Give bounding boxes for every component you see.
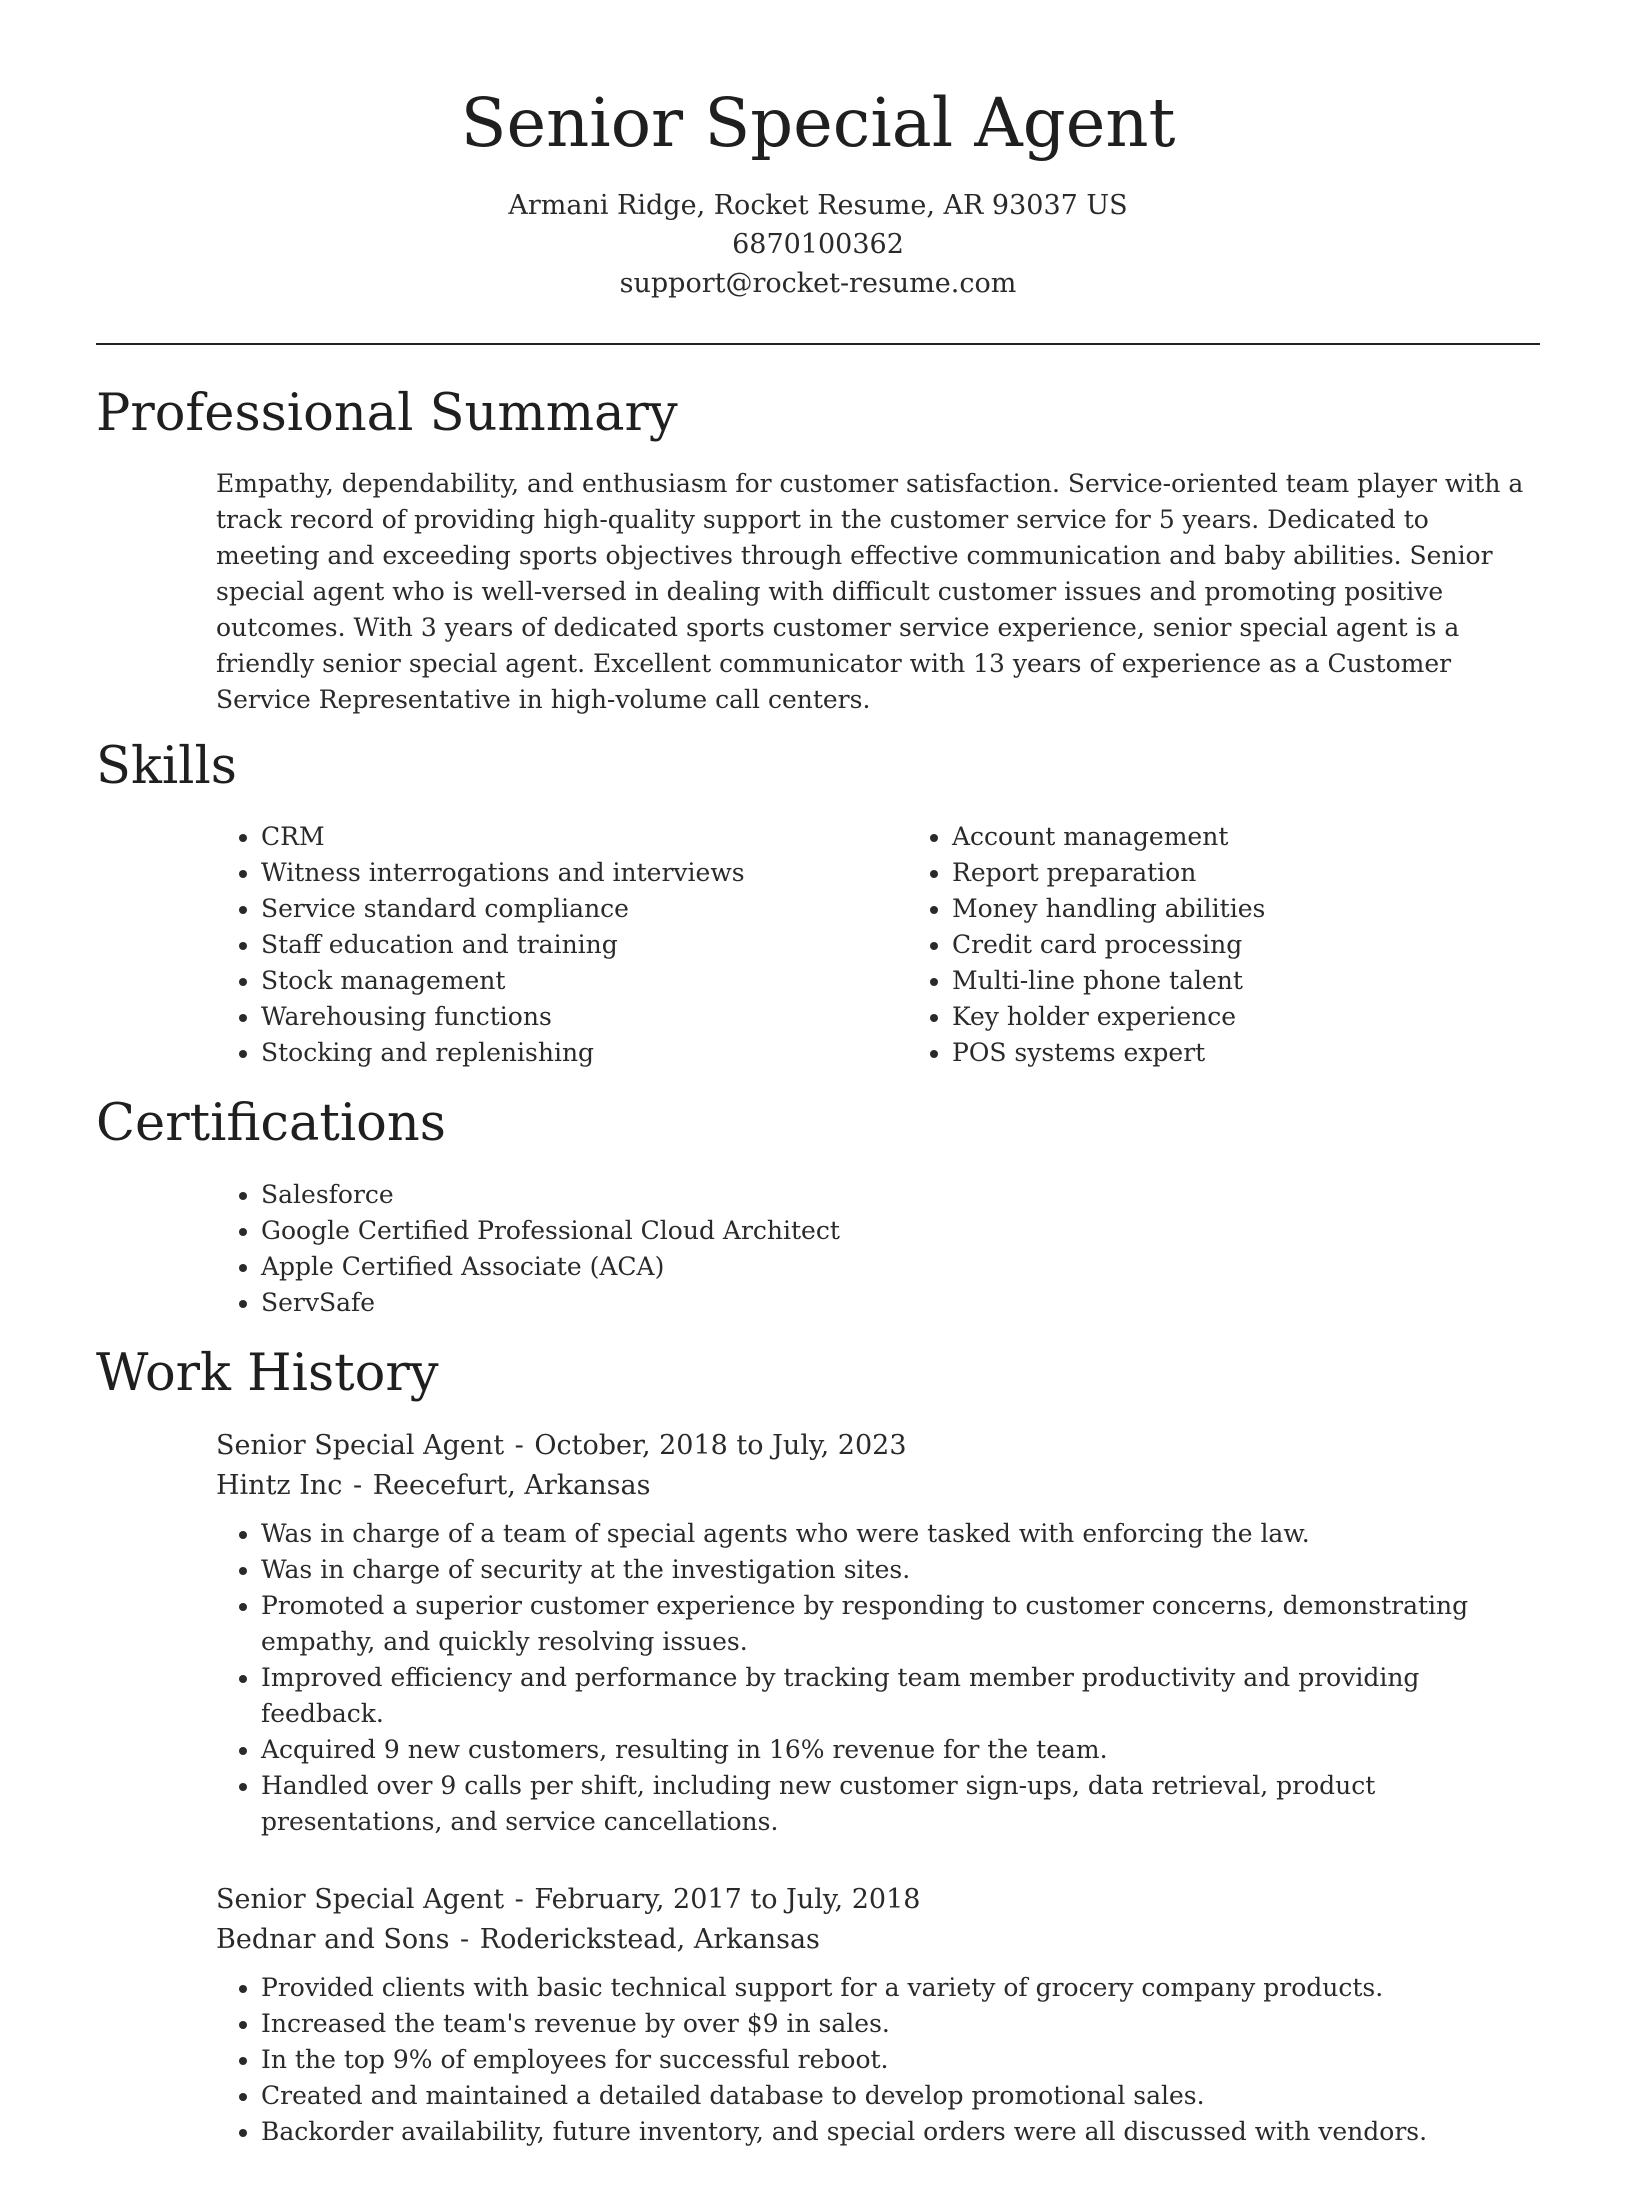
job-bullet: • Was in charge of security at the investigation sites. (261, 1552, 1540, 1588)
job-bullet: • Increased the team's revenue by over $9 in sales. (261, 2006, 1540, 2042)
certification-item: • Salesforce (261, 1177, 1540, 1213)
job-bullet: • Was in charge of a team of special agents who were tasked with enforcing the law. (261, 1516, 1540, 1552)
certification-item: • Apple Certified Associate (ACA) (261, 1249, 1540, 1285)
skill-item: • CRM (261, 819, 912, 855)
job-title-line (216, 1426, 1540, 1466)
skill-item: • Report preparation (952, 855, 1265, 891)
contact-phone: 6870100362 (732, 228, 904, 260)
skill-item: • Stock management (261, 963, 912, 999)
skill-item: • Credit card processing (952, 927, 1265, 963)
job-title: Senior Special Agent (216, 1429, 505, 1461)
section-heading-skills: Skills (96, 737, 237, 797)
job-location: Reecefurt, Arkansas (372, 1469, 651, 1501)
job-bullet: • Provided clients with basic technical support for a variety of grocery company products. (261, 1970, 1540, 2006)
skill-item: • Stocking and replenishing (261, 1035, 912, 1071)
job-bullet: • Handled over 9 calls per shift, including new customer sign-ups, data retrieval, product presentations, and service cancellations. (261, 1768, 1540, 1840)
job-separator: - (514, 1429, 524, 1461)
job-company-line (216, 1920, 1540, 1960)
skills-list-right (912, 819, 1265, 1071)
professional-summary-section (96, 383, 1540, 718)
skill-item: • Key holder experience (952, 999, 1265, 1035)
certifications-section (96, 1093, 1540, 1320)
job-bullet: • Improved efficiency and performance by tracking team member productivity and providing feedback. (261, 1660, 1540, 1732)
job-title-line (216, 1880, 1540, 1920)
skills-grid (96, 819, 1540, 1071)
certifications-list (96, 1177, 1540, 1321)
contact-email: support@rocket-resume.com (619, 267, 1017, 299)
skills-section (96, 736, 1540, 1071)
skill-item: • Service standard compliance (261, 891, 912, 927)
job-entry (216, 1426, 1540, 1840)
job-bullet: • In the top 9% of employees for successful reboot. (261, 2042, 1540, 2078)
job-bullet: • Backorder availability, future inventory, and special orders were all discussed with vendors. (261, 2114, 1540, 2150)
skills-list-left (96, 819, 912, 1071)
job-company-line (216, 1466, 1540, 1506)
section-heading-certifications: Certifications (96, 1094, 446, 1154)
job-bullets (216, 1516, 1540, 1840)
skill-item: • Account management (952, 819, 1265, 855)
job-company: Hintz Inc (216, 1469, 343, 1501)
job-title: Senior Special Agent (216, 1883, 505, 1915)
skill-item: • Multi-line phone talent (952, 963, 1265, 999)
job-entry (216, 1880, 1540, 2150)
job-location: Roderickstead, Arkansas (479, 1923, 820, 1955)
job-dates: February, 2017 to July, 2018 (534, 1883, 921, 1915)
job-bullet: • Acquired 9 new customers, resulting in 16% revenue for the team. (261, 1732, 1540, 1768)
section-heading-summary: Professional Summary (96, 384, 678, 443)
header-divider (96, 343, 1540, 345)
section-heading-work-history: Work History (96, 1343, 439, 1403)
candidate-name: Senior Special Agent (460, 84, 1176, 162)
work-history-section (96, 1343, 1540, 2150)
summary-text: Empathy, dependability, and enthusiasm for customer satisfaction. Service-oriented team player with a track record of providing high-quality support in the customer service for 5 years. Dedicated to meeting and exceeding sports objectives through effective communication and baby abilities. Senior special agent who is well-versed in dealing with difficult customer issues and promoting positive outcomes. With 3 years of dedicated sports customer service experience, senior special agent is a friendly senior special agent. Excellent communicator with 13 years of experience as a Customer Service Representative in high-volume call centers. (216, 469, 1524, 715)
job-separator: - (514, 1883, 524, 1915)
skill-item: • POS systems expert (952, 1035, 1265, 1071)
resume-header (96, 82, 1540, 303)
job-separator: - (460, 1923, 470, 1955)
job-dates: October, 2018 to July, 2023 (534, 1429, 907, 1461)
skill-item: • Staff education and training (261, 927, 912, 963)
certification-item: • Google Certified Professional Cloud Architect (261, 1213, 1540, 1249)
certification-item: • ServSafe (261, 1285, 1540, 1321)
contact-address: Armani Ridge, Rocket Resume, AR 93037 US (508, 189, 1128, 221)
job-bullet: • Promoted a superior customer experience by responding to customer concerns, demonstrating empathy, and quickly resolving issues. (261, 1588, 1540, 1660)
resume-content (96, 383, 1540, 2190)
job-bullet: • Created and maintained a detailed database to develop promotional sales. (261, 2078, 1540, 2114)
job-company: Bednar and Sons (216, 1923, 450, 1955)
skill-item: • Witness interrogations and interviews (261, 855, 912, 891)
job-separator: - (353, 1469, 363, 1501)
skill-item: • Warehousing functions (261, 999, 912, 1035)
skill-item: • Money handling abilities (952, 891, 1265, 927)
job-bullets (216, 1970, 1540, 2150)
